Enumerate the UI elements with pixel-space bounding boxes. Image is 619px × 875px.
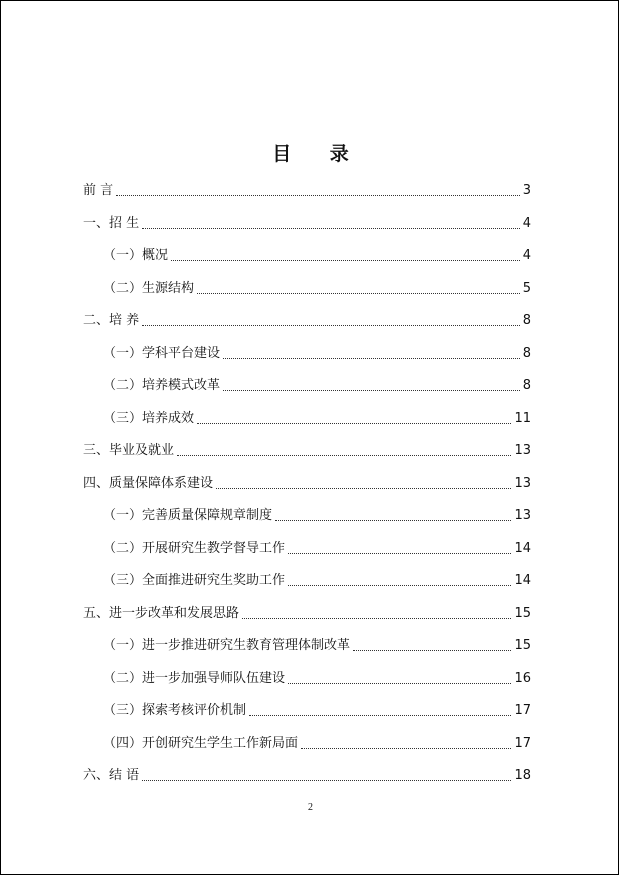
toc-entry-page: 13 <box>514 475 531 491</box>
toc-entry[interactable] <box>103 634 531 654</box>
toc-entry[interactable] <box>103 504 531 524</box>
toc-entry[interactable] <box>83 179 531 199</box>
toc-entry[interactable] <box>103 699 531 719</box>
toc-entry-label: （二）开展研究生教学督导工作 <box>103 540 286 556</box>
toc-entry[interactable] <box>103 569 531 589</box>
toc-dot-leader <box>275 520 511 521</box>
toc-dot-leader <box>249 715 511 716</box>
toc-entry-page: 8 <box>522 378 531 393</box>
page-number: 2 <box>308 802 313 813</box>
toc-dot-leader <box>288 585 511 586</box>
toc-dot-leader <box>353 650 511 651</box>
toc-dot-leader <box>171 260 520 261</box>
toc-entry-label: 三、毕业及就业 <box>83 443 175 458</box>
toc-entry-page: 17 <box>514 703 531 718</box>
toc-entry-page: 8 <box>522 345 531 361</box>
toc-entry-label: （三）培养成效 <box>103 410 195 426</box>
toc-entry-label: 前 言 <box>83 183 114 198</box>
toc-dot-leader <box>216 488 511 489</box>
toc-entry-label: 一、招 生 <box>83 215 140 231</box>
toc-entry-label: （三）探索考核评价机制 <box>103 703 247 718</box>
toc-entry-label: （二）生源结构 <box>103 280 195 296</box>
toc-dot-leader <box>116 195 520 196</box>
toc-entry[interactable] <box>83 764 531 784</box>
toc-title: 目 录 <box>272 143 365 165</box>
toc-entry-page: 14 <box>514 540 531 556</box>
toc-entry-page: 13 <box>514 443 531 458</box>
toc-entry-label: （四）开创研究生学生工作新局面 <box>103 735 299 751</box>
toc-entry-label: （二）进一步加强导师队伍建设 <box>103 670 286 686</box>
toc-entry[interactable] <box>83 472 531 492</box>
toc-entry-page: 18 <box>514 768 531 783</box>
toc-entry[interactable] <box>103 537 531 557</box>
toc-entry-page: 4 <box>522 215 531 231</box>
toc-entry[interactable] <box>103 342 531 362</box>
toc-entry[interactable] <box>103 244 531 264</box>
toc-entry-page: 16 <box>514 670 531 686</box>
toc-entry-page: 11 <box>514 410 531 426</box>
toc-dot-leader <box>288 553 511 554</box>
toc-entry-page: 5 <box>522 280 531 296</box>
toc-entry-page: 17 <box>514 735 531 751</box>
toc-entry[interactable] <box>83 212 531 232</box>
toc-entry-page: 4 <box>522 248 531 263</box>
toc-entry-page: 15 <box>514 638 531 653</box>
toc-dot-leader <box>242 618 511 619</box>
toc-dot-leader <box>301 748 511 749</box>
toc-entry-label: （一）概况 <box>103 248 169 263</box>
toc-entry-label: 五、进一步改革和发展思路 <box>83 605 240 621</box>
toc-entry-label: 二、培 养 <box>83 313 140 328</box>
toc-entry[interactable] <box>83 309 531 329</box>
toc-entry-page: 15 <box>514 605 531 621</box>
toc-entry-label: 六、结 语 <box>83 768 140 783</box>
toc-entry[interactable] <box>103 277 531 297</box>
toc-entry[interactable] <box>83 602 531 622</box>
toc-dot-leader <box>142 228 520 229</box>
toc-entry-label: （一）完善质量保障规章制度 <box>103 508 273 523</box>
toc-entry-page: 8 <box>522 313 531 328</box>
toc-dot-leader <box>223 390 520 391</box>
toc-entry-label: 四、质量保障体系建设 <box>83 475 214 491</box>
toc-dot-leader <box>197 423 511 424</box>
toc-dot-leader <box>142 325 520 326</box>
toc-entry[interactable] <box>83 439 531 459</box>
toc-entry-page: 3 <box>522 183 531 198</box>
toc-entry-label: （一）进一步推进研究生教育管理体制改革 <box>103 638 351 653</box>
toc-dot-leader <box>223 358 520 359</box>
toc-dot-leader <box>142 780 511 781</box>
toc-entry[interactable] <box>103 374 531 394</box>
toc-entry-label: （三）全面推进研究生奖助工作 <box>103 573 286 588</box>
toc-entry[interactable] <box>103 732 531 752</box>
toc-entry-label: （二）培养模式改革 <box>103 378 221 393</box>
toc-entry[interactable] <box>103 407 531 427</box>
toc-dot-leader <box>288 683 511 684</box>
toc-entry[interactable] <box>103 667 531 687</box>
toc-entry-page: 14 <box>514 573 531 588</box>
toc-dot-leader <box>177 455 511 456</box>
toc-entry-page: 13 <box>514 508 531 523</box>
toc-dot-leader <box>197 293 520 294</box>
toc-entry-label: （一）学科平台建设 <box>103 345 221 361</box>
